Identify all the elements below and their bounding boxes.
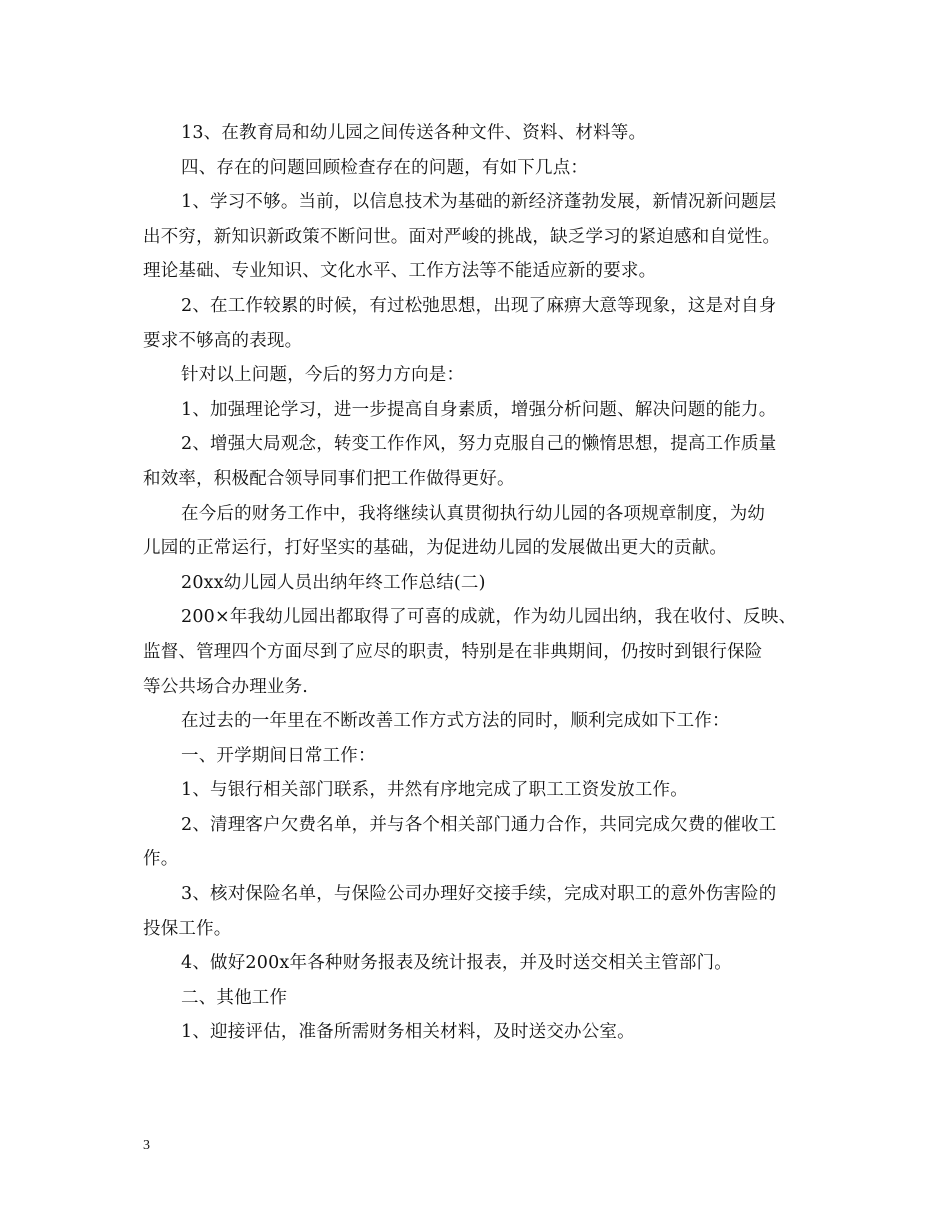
paragraph-line: 20xx幼儿园人员出纳年终工作总结(二) <box>181 572 486 593</box>
paragraph-continuation-line: 儿园的正常运行，打好坚实的基础，为促进幼儿园的发展做出更大的贡献。 <box>143 538 728 559</box>
paragraph-continuation-line: 投保工作。 <box>143 918 232 939</box>
paragraph-continuation-line: 出不穷，新知识新政策不断问世。面对严峻的挑战，缺乏学习的紧迫感和自觉性。 <box>143 226 781 247</box>
paragraph-line: 13、在教育局和幼儿园之间传送各种文件、资料、材料等。 <box>181 123 647 143</box>
paragraph-line: 二、其他工作 <box>181 987 288 1008</box>
paragraph-continuation-line: 作。 <box>143 849 179 870</box>
paragraph-continuation-line: 等公共场合办理业务. <box>143 676 309 697</box>
paragraph-continuation-line: 监督、管理四个方面尽到了应尽的职责，特别是在非典期间，仍按时到银行保险 <box>143 641 763 662</box>
paragraph-line: 在过去的一年里在不断改善工作方式方法的同时，顺利完成如下工作： <box>181 711 730 732</box>
paragraph-line: 2、清理客户欠费名单，并与各个相关部门通力合作，共同完成欠费的催收工 <box>181 814 777 835</box>
paragraph-line: 200×年我幼儿园出都取得了可喜的成就，作为幼儿园出纳，我在收付、反映、 <box>181 607 797 628</box>
paragraph-line: 四、存在的问题回顾检查存在的问题，有如下几点： <box>181 157 589 178</box>
paragraph-line: 1、与银行相关部门联系，井然有序地完成了职工工资发放工作。 <box>181 780 688 801</box>
paragraph-line: 1、迎接评估，准备所需财务相关材料，及时送交办公室。 <box>181 1022 635 1043</box>
paragraph-continuation-line: 和效率，积极配合领导同事们把工作做得更好。 <box>143 468 515 489</box>
paragraph-line: 2、增强大局观念，转变工作作风，努力克服自己的懒惰思想，提高工作质量 <box>181 434 777 455</box>
paragraph-continuation-line: 理论基础、专业知识、文化水平、工作方法等不能适应新的要求。 <box>143 261 657 282</box>
document-body <box>143 116 823 1050</box>
paragraph-line: 2、在工作较累的时候，有过松弛思想，出现了麻痹大意等现象，这是对自身 <box>181 295 777 316</box>
paragraph-line: 1、学习不够。当前，以信息技术为基础的新经济蓬勃发展，新情况新问题层 <box>181 192 777 213</box>
paragraph-line: 4、做好200x年各种财务报表及统计报表，并及时送交相关主管部门。 <box>181 953 733 974</box>
page-number: 3 <box>143 1138 150 1153</box>
paragraph-line: 针对以上问题，今后的努力方向是： <box>181 365 465 386</box>
paragraph-line: 3、核对保险名单，与保险公司办理好交接手续，完成对职工的意外伤害险的 <box>181 884 777 905</box>
paragraph-line: 1、加强理论学习，进一步提高自身素质，增强分析问题、解决问题的能力。 <box>181 399 777 420</box>
paragraph-line: 一、开学期间日常工作： <box>181 745 376 766</box>
paragraph-line: 在今后的财务工作中，我将继续认真贯彻执行幼儿园的各项规章制度，为幼 <box>181 503 766 524</box>
paragraph-continuation-line: 要求不够高的表现。 <box>143 330 303 351</box>
